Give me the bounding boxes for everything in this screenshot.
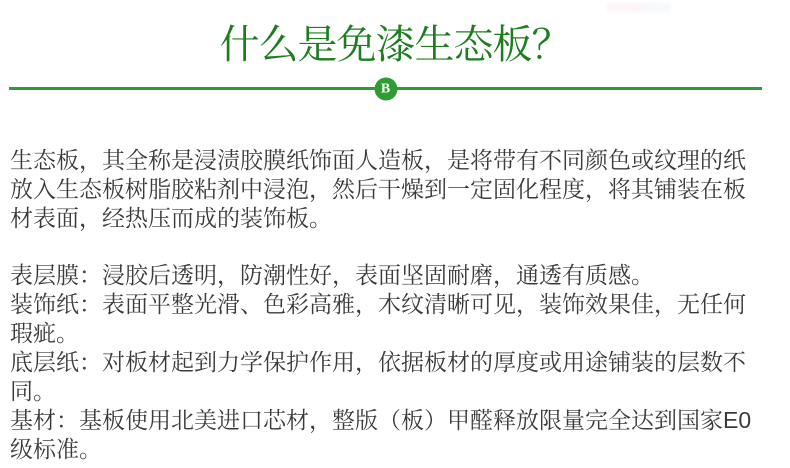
feature-line-surface-film: 表层膜：浸胶后透明，防潮性好，表面坚固耐磨，通透有质感。 bbox=[10, 262, 654, 288]
brand-badge-icon: B bbox=[374, 77, 397, 100]
intro-paragraph: 生态板，其全称是浸渍胶膜纸饰面人造板，是将带有不同颜色或纹理的纸放入生态板树脂胶粘剂中浸泡，然后干燥到一定固化程度，将其铺装在板材表面，经热压而成的装饰板。 bbox=[10, 147, 746, 231]
feature-line-base-paper: 底层纸：对板材起到力学保护作用，依据板材的厚度或用途铺装的层数不同。 bbox=[10, 349, 746, 404]
feature-line-decor-paper: 装饰纸：表面平整光滑、色彩高雅，木纹清晰可见，装饰效果佳，无任何瑕疵。 bbox=[10, 291, 746, 346]
divider-line bbox=[9, 81, 762, 96]
page-title: 什么是免漆生态板？ bbox=[219, 23, 571, 67]
watermark bbox=[607, 3, 671, 12]
content bbox=[10, 146, 762, 464]
feature-line-substrate: 基材：基板使用北美进口芯材，整版（板）甲醛释放限量完全达到国家E0级标准。 bbox=[10, 407, 752, 462]
